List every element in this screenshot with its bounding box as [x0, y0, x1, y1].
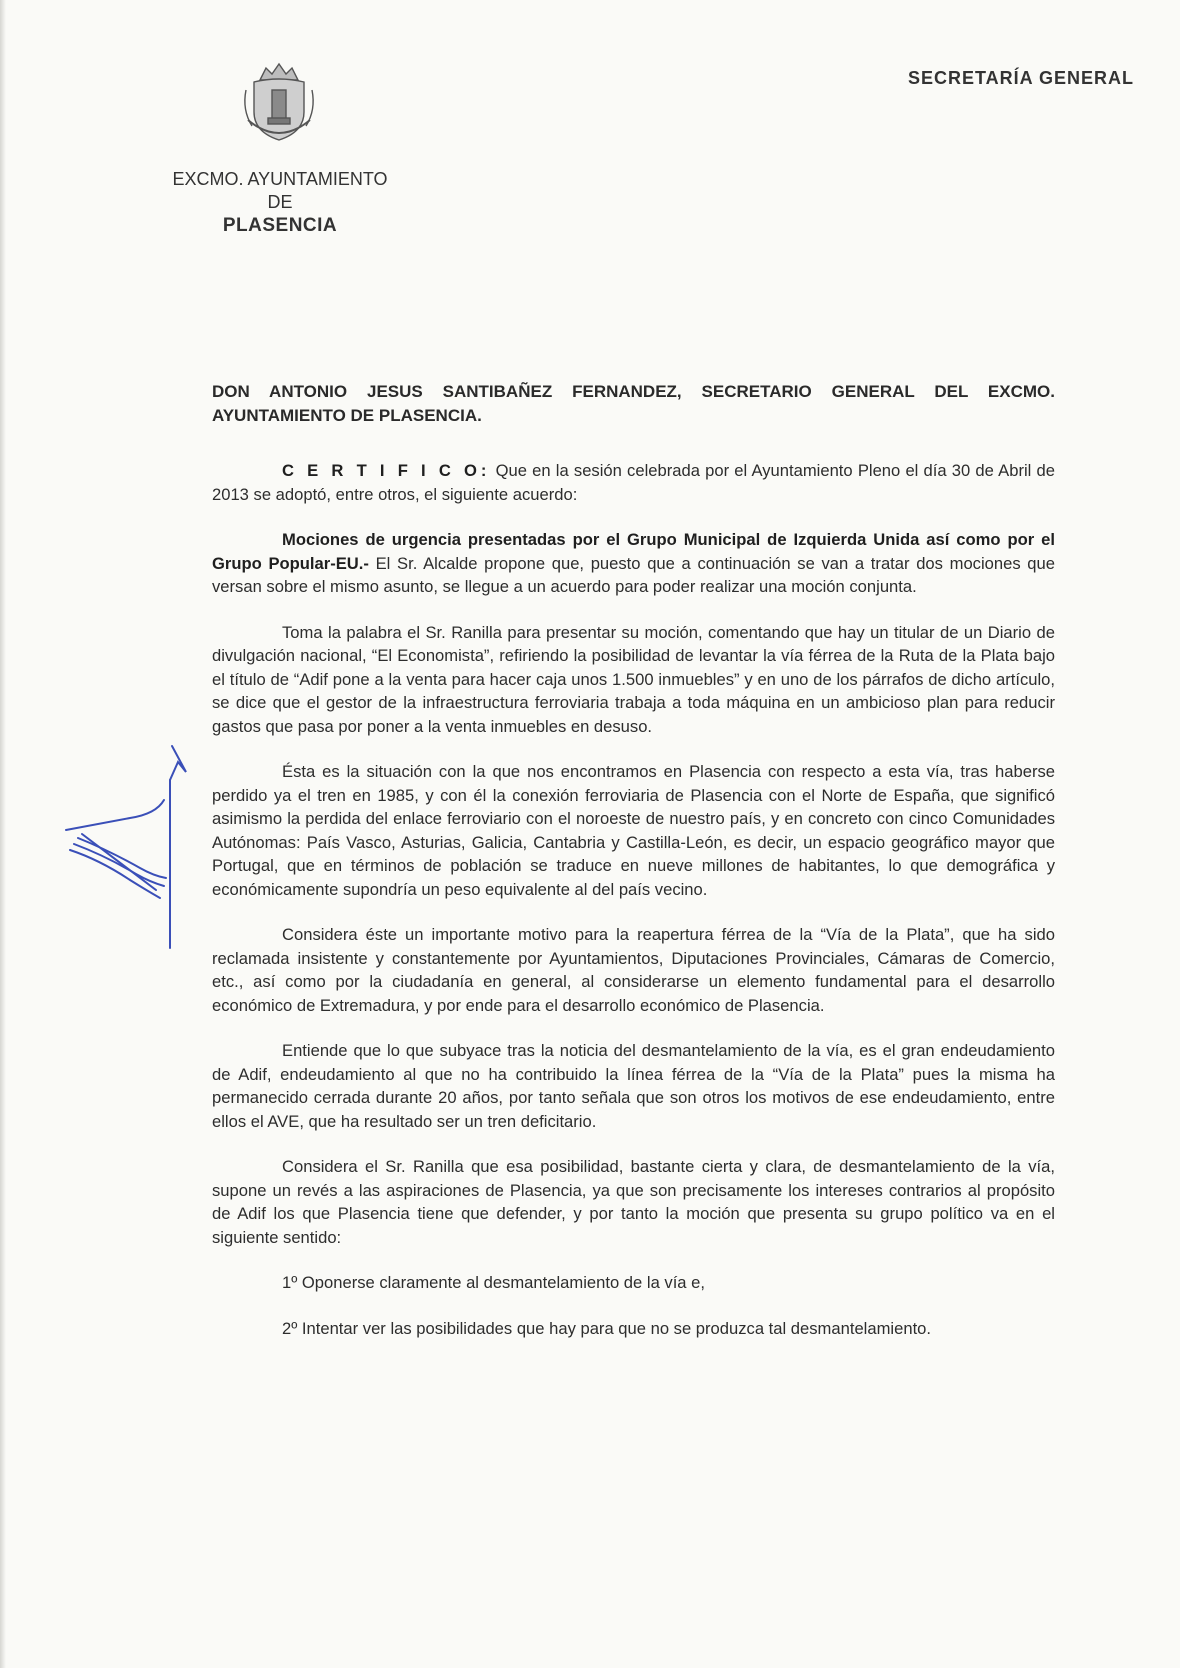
- paragraph-5: Considera éste un importante motivo para la reapertura férrea de la “Vía de la Plata”, que ha sido reclamada insistente y constantemente por Ayuntamientos, Diputaciones Provinciales, Cámaras de Comercio, etc., así como por la ciudadanía en general, al considerarse un elemento fundamental para el desarrollo económico de Extremadura, y por ende para el desarrollo económico de Plasencia.: [212, 925, 1055, 1015]
- mociones-title: Mociones de urgencia presentadas por el Grupo Municipal de Izquierda Unida así como por el Grupo Popular-EU.-: [212, 530, 1055, 573]
- paragraph-mociones: [212, 528, 1055, 599]
- handwritten-signature: [60, 740, 210, 950]
- paragraph-9: 2º Intentar ver las posibilidades que hay para que no se produzca tal desmantelamiento.: [282, 1318, 932, 1338]
- certifier-heading: DON ANTONIO JESUS SANTIBAÑEZ FERNANDEZ, SECRETARIO GENERAL DEL EXCMO. AYUNTAMIENTO DE PLASENCIA.: [212, 382, 1055, 425]
- scan-edge-shadow: [0, 0, 6, 1668]
- paragraph-4: Ésta es la situación con la que nos encontramos en Plasencia con respecto a esta vía, tras haberse perdido ya el tren en 1985, y con él la conexión ferroviaria de Plasencia con el Norte de España, que significó asimismo la perdida del enlace ferroviario con el noroeste de nuestro país, y en concreto con cinco Comunidades Autónomas: País Vasco, Asturias, Galicia, Cantabria y Castilla-León, es decir, un espacio geográfico mayor que Portugal, que en términos de población se traduce en nueve millones de habitantes, lo que demográfica y económicamente supondría un peso equivalente al del país vecino.: [212, 762, 1055, 899]
- paragraph-8: 1º Oponerse claramente al desmantelamiento de la vía e,: [282, 1273, 705, 1292]
- document-body: [212, 380, 1055, 1362]
- paragraph-certifico: [212, 459, 1055, 506]
- org-line-2: DE: [267, 192, 293, 212]
- mociones-text: El Sr. Alcalde propone que, puesto que a continuación se van a tratar dos mociones que versan sobre el mismo asunto, se llegue a un acuerdo para poder realizar una moción conjunta.: [212, 553, 1055, 596]
- coat-of-arms-icon: [238, 60, 320, 146]
- certifico-text: Que en la sesión celebrada por el Ayuntamiento Pleno el día 30 de Abril de 2013 se adoptó, entre otros, el siguiente acuerdo:: [212, 461, 1055, 504]
- paragraph-3: Toma la palabra el Sr. Ranilla para presentar su moción, comentando que hay un titular de un Diario de divulgación nacional, “El Economista”, refiriendo la posibilidad de levantar la vía férrea de la Ruta de la Plata bajo el título de “Adif pone a la venta para hacer caja unos 1.500 inmuebles” y en uno de los párrafos de dicho artículo, se dice que el gestor de la infraestructura ferroviaria trabaja a toda máquina en un ambicioso plan para reducir gastos que pasa por poner a la venta inmuebles en desuso.: [212, 622, 1055, 736]
- certifico-label: C E R T I F I C O:: [282, 461, 491, 480]
- department-title: SECRETARÍA GENERAL: [907, 68, 1134, 88]
- issuer-block: [150, 168, 410, 237]
- paragraph-7: Considera el Sr. Ranilla que esa posibilidad, bastante cierta y clara, de desmantelamiento de la vía, supone un revés a las aspiraciones de Plasencia, ya que son precisamente los intereses contrarios al propósito de Adif los que Plasencia tiene que defender, y por tanto la moción que presenta su grupo político va en el siguiente sentido:: [212, 1157, 1055, 1247]
- org-line-1: EXCMO. AYUNTAMIENTO: [172, 169, 388, 189]
- paragraph-6: Entiende que lo que subyace tras la noticia del desmantelamiento de la vía, es el gran endeudamiento de Adif, endeudamiento al que no ha contribuido la línea férrea de la “Vía de la Plata” pues la misma ha permanecido cerrada durante 20 años, por tanto señala que son otros los motivos de ese endeudamiento, entre ellos el AVE, que ha resultado ser un tren deficitario.: [212, 1041, 1055, 1131]
- org-line-3: PLASENCIA: [222, 215, 338, 236]
